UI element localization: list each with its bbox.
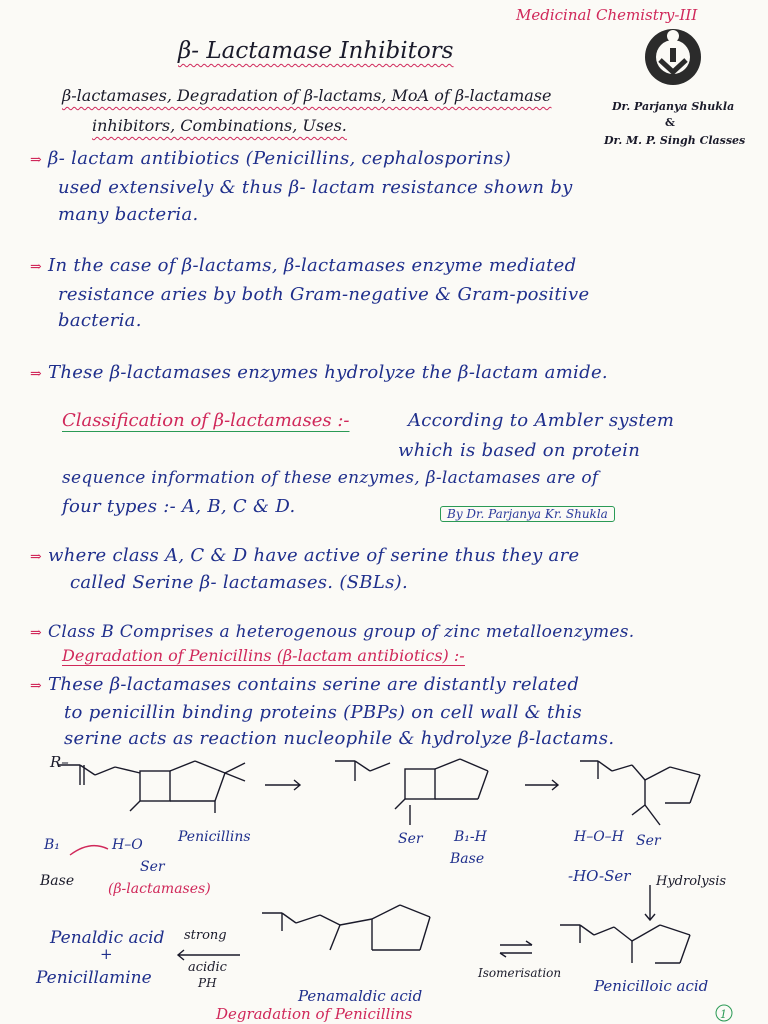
- ser-label-3: Ser: [636, 833, 661, 849]
- ph-label: PH: [198, 976, 217, 990]
- ampersand-label: &: [665, 116, 675, 129]
- topics-line-2: inhibitors, Combinations, Uses.: [92, 116, 347, 135]
- penamaldic-label: Penamaldic acid: [298, 987, 423, 1005]
- hydrolysis-label: Hydrolysis: [656, 874, 727, 889]
- para6-line3: serine acts as reaction nucleophile & hydrolyze β-lactams.: [64, 728, 615, 749]
- para1-line3: many bacteria.: [58, 204, 199, 225]
- degradation-scheme: [0, 745, 768, 1024]
- author2-label: Dr. M. P. Singh Classes: [604, 134, 746, 147]
- acidic-label: acidic: [188, 960, 227, 975]
- plus-label: +: [100, 945, 113, 963]
- page-number: 1: [720, 1008, 727, 1021]
- penamaldic-acid-structure: [262, 905, 430, 950]
- para2-line3: bacteria.: [58, 310, 142, 331]
- penicillamine-label: Penicillamine: [36, 968, 152, 988]
- b-lactamases-label: (β-lactamases): [108, 881, 211, 897]
- b1-label: B₁: [44, 837, 60, 853]
- topics-line-1: β-lactamases, Degradation of β-lactams, MoA of β-lactamase: [62, 86, 552, 105]
- footer-label: Degradation of Penicillins: [216, 1005, 413, 1023]
- b1h-label: B₁-H: [454, 829, 487, 845]
- para3-line1: ⇒ These β-lactamases enzymes hydrolyze the β-lactam amide.: [30, 362, 608, 383]
- para2-line2: resistance aries by both Gram-negative & Gram-positive: [58, 284, 590, 305]
- para6-line1: ⇒ These β-lactamases contains serine are distantly related: [30, 674, 580, 695]
- para1-line2: used extensively & thus β- lactam resistance shown by: [58, 177, 573, 198]
- base-label: Base: [40, 873, 75, 889]
- classification-heading: Classification of β-lactamases :-: [62, 410, 350, 431]
- classes-logo: [642, 26, 704, 88]
- svg-text:H–O: H–O: [112, 837, 143, 853]
- penicilloic-acid-structure: [560, 925, 690, 963]
- acyl-enzyme-structure: [580, 761, 700, 825]
- svg-text:R–: R–: [50, 753, 69, 771]
- author-tag: By Dr. Parjanya Kr. Shukla: [440, 506, 615, 522]
- svg-text:H–O–H: H–O–H: [574, 829, 624, 845]
- hoser-label: -HO-Ser: [568, 867, 631, 885]
- para6-line2: to penicillin binding proteins (PBPs) on cell wall & this: [64, 702, 583, 723]
- isomerisation-label: Isomerisation: [478, 966, 562, 980]
- para5-line1: ⇒ Class B Comprises a heterogenous group of zinc metalloenzymes.: [30, 622, 635, 642]
- penicillin-structure: [58, 761, 245, 813]
- degradation-heading: Degradation of Penicillins (β-lactam antibiotics) :-: [62, 646, 465, 665]
- strong-label: strong: [184, 928, 227, 943]
- ser-label: Ser: [140, 859, 165, 875]
- penicillins-label: Penicillins: [178, 829, 251, 845]
- penaldic-label: Penaldic acid: [50, 928, 165, 948]
- page-title: β- Lactamase Inhibitors: [178, 38, 454, 64]
- penicilloic-label: Penicilloic acid: [594, 977, 709, 995]
- para2-line1: ⇒ In the case of β-lactams, β-lactamases enzyme mediated: [30, 255, 577, 276]
- para1-line1: ⇒ β- lactam antibiotics (Penicillins, cephalosporins): [30, 148, 512, 169]
- classification-line4: four types :- A, B, C & D.: [62, 496, 296, 517]
- classification-line2: which is based on protein: [398, 440, 641, 461]
- tetrahedral-intermediate-structure: [335, 759, 488, 825]
- author1-label: Dr. Parjanya Shukla: [612, 100, 735, 113]
- base-label-2: Base: [450, 851, 485, 867]
- para4-line1: ⇒ where class A, C & D have active of serine thus they are: [30, 545, 580, 566]
- classification-line3: sequence information of these enzymes, β-lactamases are of: [62, 468, 599, 488]
- subject-label: Medicinal Chemistry-III: [516, 6, 698, 24]
- para4-line2: called Serine β- lactamases. (SBLs).: [70, 572, 408, 593]
- classification-line1: According to Ambler system: [408, 410, 675, 431]
- ser-label-2: Ser: [398, 831, 423, 847]
